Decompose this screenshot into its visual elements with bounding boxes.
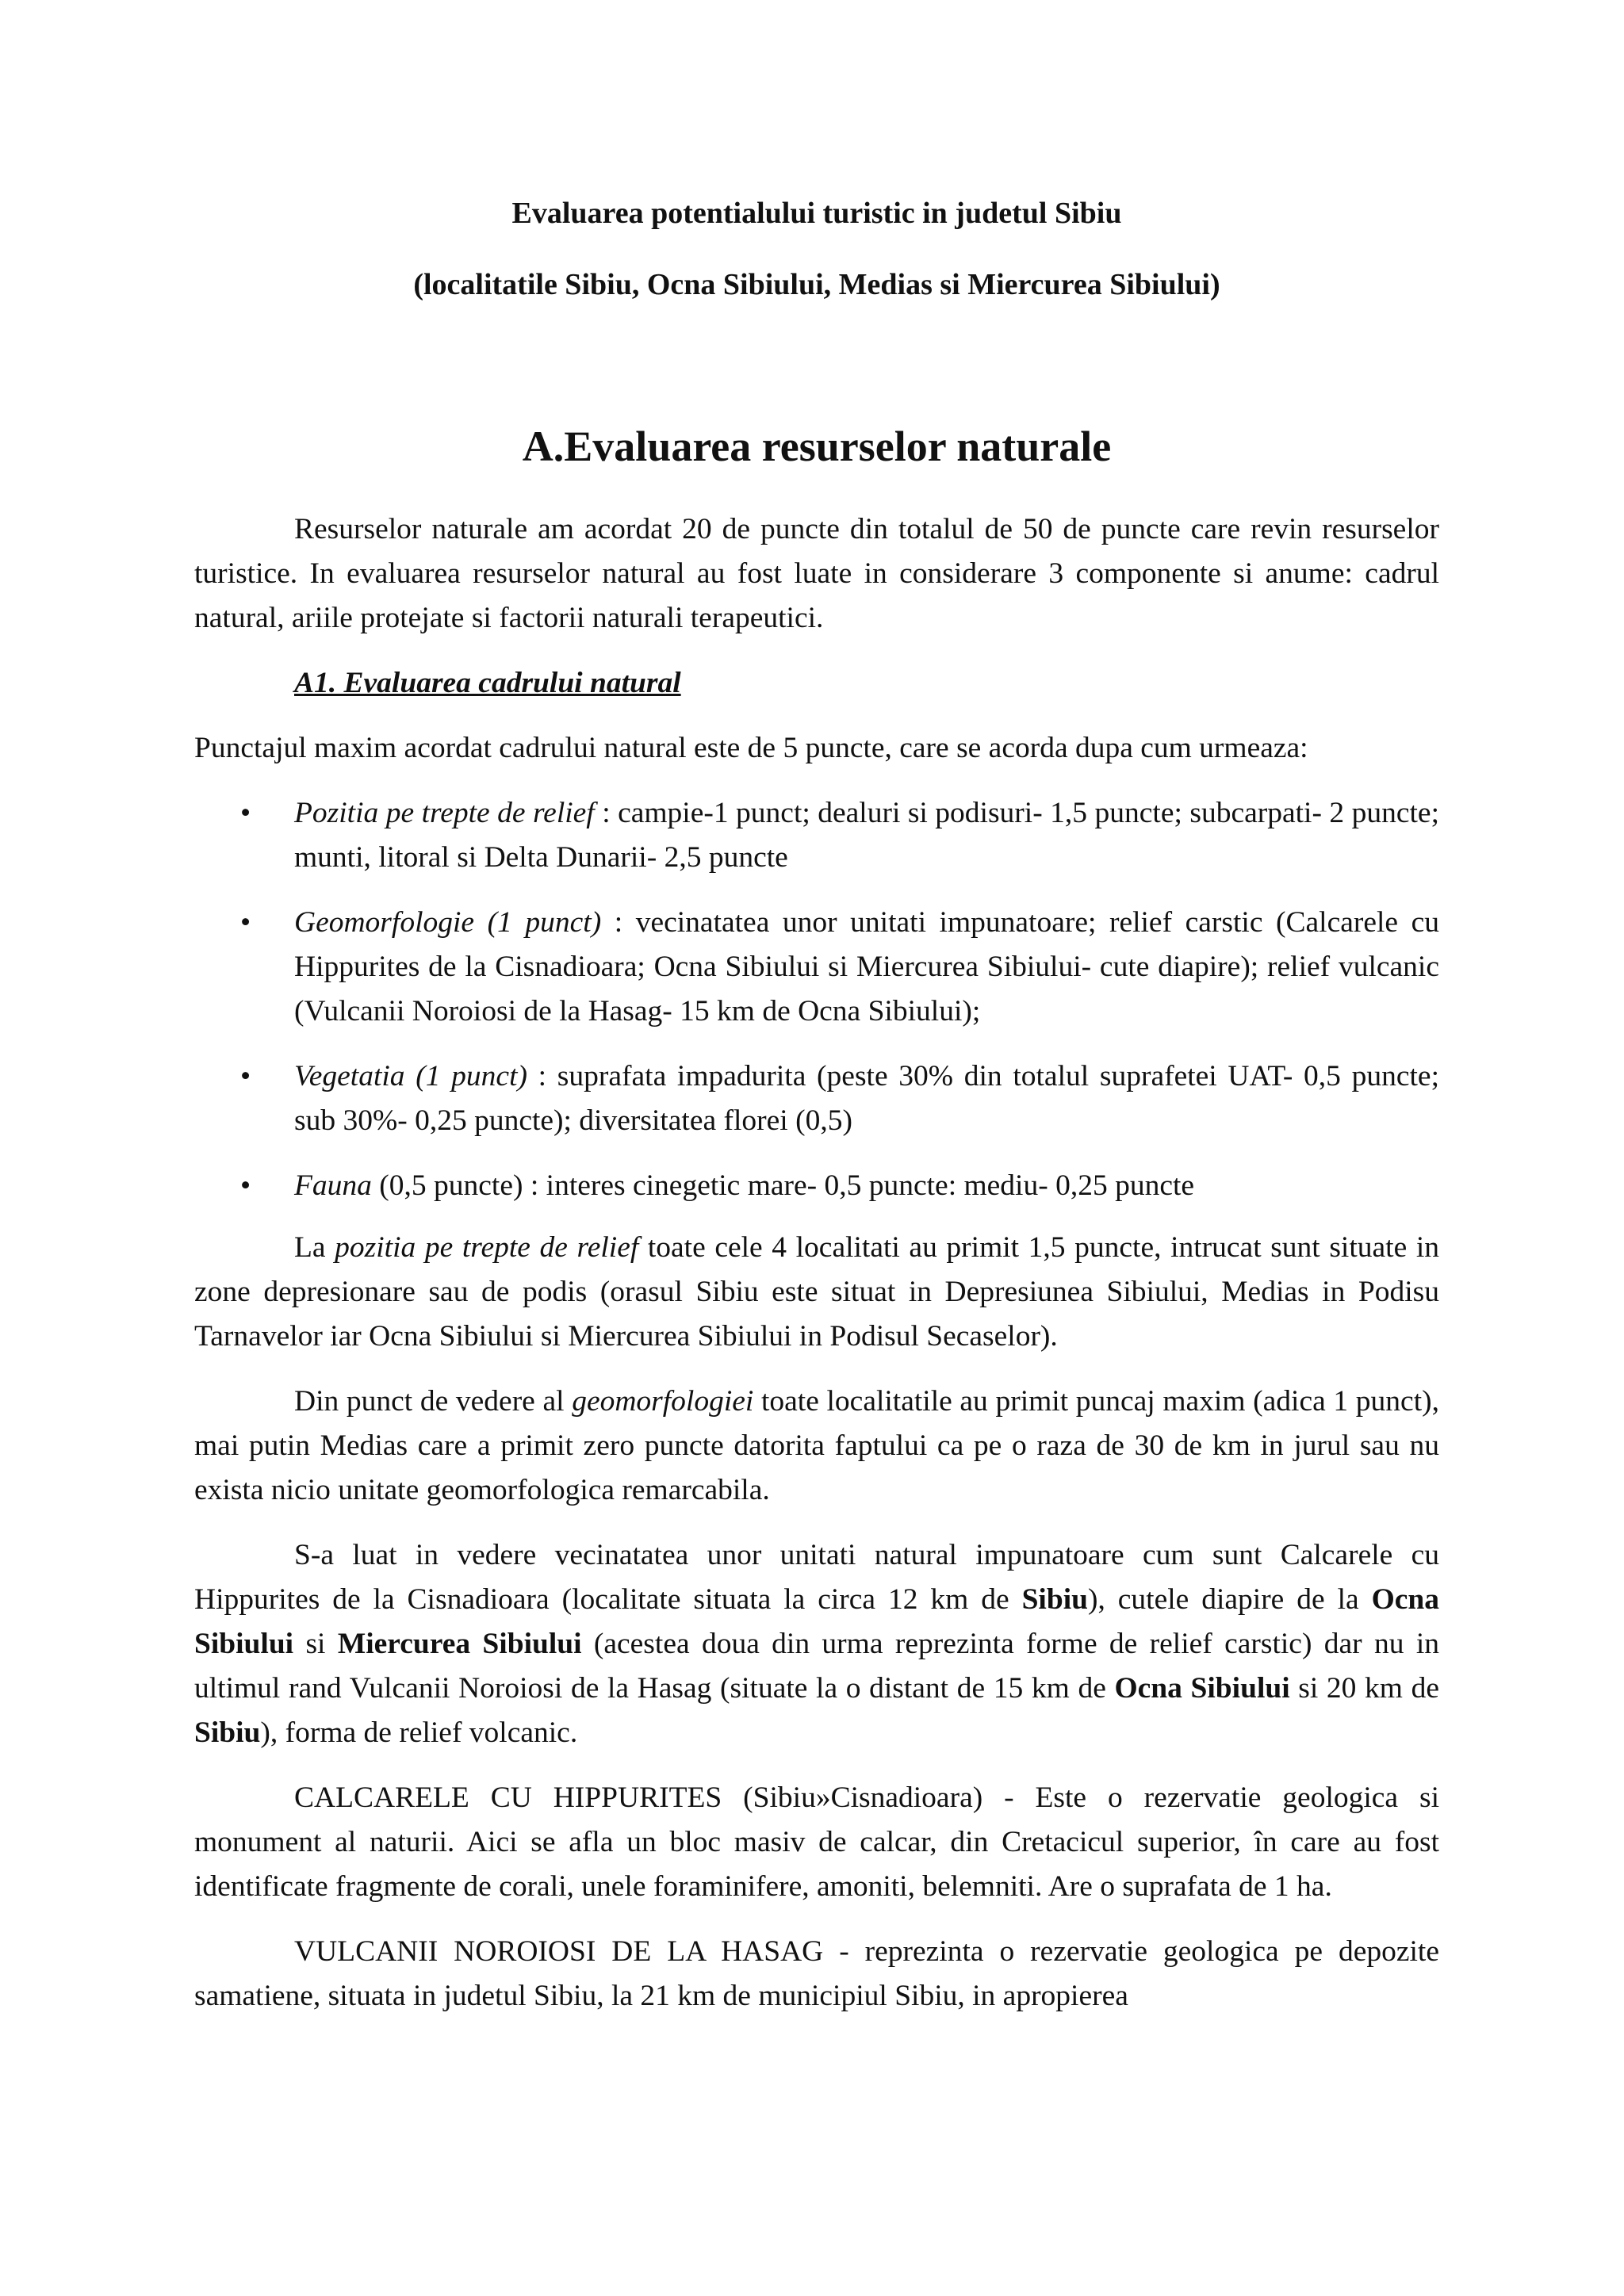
bullet-icon: • [240, 1060, 251, 1093]
criterion-text: : suprafata impadurita (peste 30% din totalul suprafetei UAT- 0,5 puncte; sub 30%- 0,25 puncte); diversitatea florei (0,5) [294, 1060, 1439, 1137]
paragraph-geomorphology [194, 1380, 1439, 1513]
text-run-italic: geomorfologiei [572, 1385, 754, 1418]
criterion-text: : campie-1 punct; dealuri si podisuri- 1,5 puncte; subcarpati- 2 puncte; munti, litoral si Delta Dunarii- 2,5 puncte [294, 797, 1439, 874]
text-run-bold: Ocna Sibiului [1114, 1672, 1290, 1705]
list-item [194, 901, 1439, 1034]
text-run: (acestea doua din urma reprezinta forme de relief carstic) dar nu in ultimul rand Vulcanii Noroiosi de la Hasag (situate la o distant de 15 km de [194, 1628, 1440, 1705]
criterion-term: Fauna [294, 1169, 372, 1202]
paragraph-relief [194, 1226, 1439, 1359]
text-run-bold: Sibiu [194, 1716, 261, 1749]
text-run: ), forma de relief volcanic. [260, 1716, 578, 1749]
bullet-icon: • [240, 906, 251, 939]
document-title: Evaluarea potentialului turistic in judetul Sibiu [511, 197, 1122, 230]
text-run: si [293, 1628, 338, 1660]
bullet-icon: • [240, 1169, 251, 1202]
paragraph-max-score: Punctajul maxim acordat cadrului natural este de 5 puncte, care se acorda dupa cum urmeaza: [194, 732, 1308, 764]
list-item [194, 791, 1439, 880]
text-run: S-a luat in vedere vecinatatea unor unitati natural impunatoare cum sunt Calcarele cu Hippurites de la Cisnadioara (localitate situata la circa 12 km de [194, 1539, 1439, 1616]
list-item [194, 1164, 1439, 1208]
criterion-term: Geomorfologie (1 punct) [294, 906, 602, 939]
section-heading: A.Evaluarea resurselor naturale [522, 423, 1112, 470]
subsection-heading: A1. Evaluarea cadrului natural [294, 667, 681, 699]
text-run: La [294, 1231, 335, 1264]
text-run: si 20 km de [1289, 1672, 1439, 1705]
paragraph-vulcanii: VULCANII NOROIOSI DE LA HASAG - reprezinta o rezervatie geologica pe depozite samatiene, situata in judetul Sibiu, la 21 km de municipiul Sibiu, in apropierea [194, 1935, 1439, 2012]
text-run-italic: pozitia pe trepte de relief [335, 1231, 639, 1264]
text-run-bold: Miercurea Sibiului [337, 1628, 582, 1660]
criteria-list [194, 791, 1439, 1208]
criterion-term: Vegetatia (1 punct) [294, 1060, 527, 1093]
paragraph-intro: Resurselor naturale am acordat 20 de puncte din totalul de 50 de puncte care revin resurselor turistice. In evaluarea resurselor natural au fost luate in considerare 3 componente si anume: cadrul natural, ariile protejate si factorii naturali terapeutici. [194, 513, 1439, 634]
text-run: toate localitatile au primit puncaj maxim (adica 1 punct), mai putin Medias care a primit zero puncte datorita faptului ca pe o raza de 30 de km in jurul sau nu exista nicio unitate geomorfologica remarcabila. [194, 1385, 1439, 1506]
text-run-bold: Ocna Sibiului [194, 1583, 1439, 1660]
bullet-icon: • [240, 797, 251, 829]
criterion-text: : vecinatatea unor unitati impunatoare; relief carstic (Calcarele cu Hippurites de la Cisnadioara; Ocna Sibiului si Miercurea Sibiului- cute diapire); relief vulcanic (Vulcanii Noroiosi de la Hasag- 15 km de Ocna Sibiului); [294, 906, 1440, 1027]
criterion-text: (0,5 puncte) : interes cinegetic mare- 0,5 puncte: mediu- 0,25 puncte [371, 1169, 1195, 1202]
document-body [194, 507, 1439, 2019]
paragraph-natural-units [194, 1533, 1439, 1755]
list-item [194, 1054, 1439, 1143]
text-run: toate cele 4 localitati au primit 1,5 puncte, intrucat sunt situate in zone depresionare sau de podis (orasul Sibiu este situat in Depresiunea Sibiului, Medias in Podisu Tarnavelor iar Ocna Sibiului si Miercurea Sibiului in Podisul Secaselor). [194, 1231, 1439, 1353]
text-run: Din punct de vedere al [294, 1385, 573, 1418]
text-run: ), cutele diapire de la [1087, 1583, 1372, 1616]
text-run-bold: Sibiu [1021, 1583, 1088, 1616]
criterion-term: Pozitia pe trepte de relief [294, 797, 595, 829]
document-subtitle: (localitatile Sibiu, Ocna Sibiului, Medias si Miercurea Sibiului) [413, 268, 1220, 301]
paragraph-calcarele: CALCARELE CU HIPPURITES (Sibiu»Cisnadioara) - Este o rezervatie geologica si monument al naturii. Aici se afla un bloc masiv de calcar, din Cretacicul superior, în care au fost identificate fragmente de corali, unele foraminifere, amoniti, belemniti. Are o suprafata de 1 ha. [194, 1781, 1439, 1903]
